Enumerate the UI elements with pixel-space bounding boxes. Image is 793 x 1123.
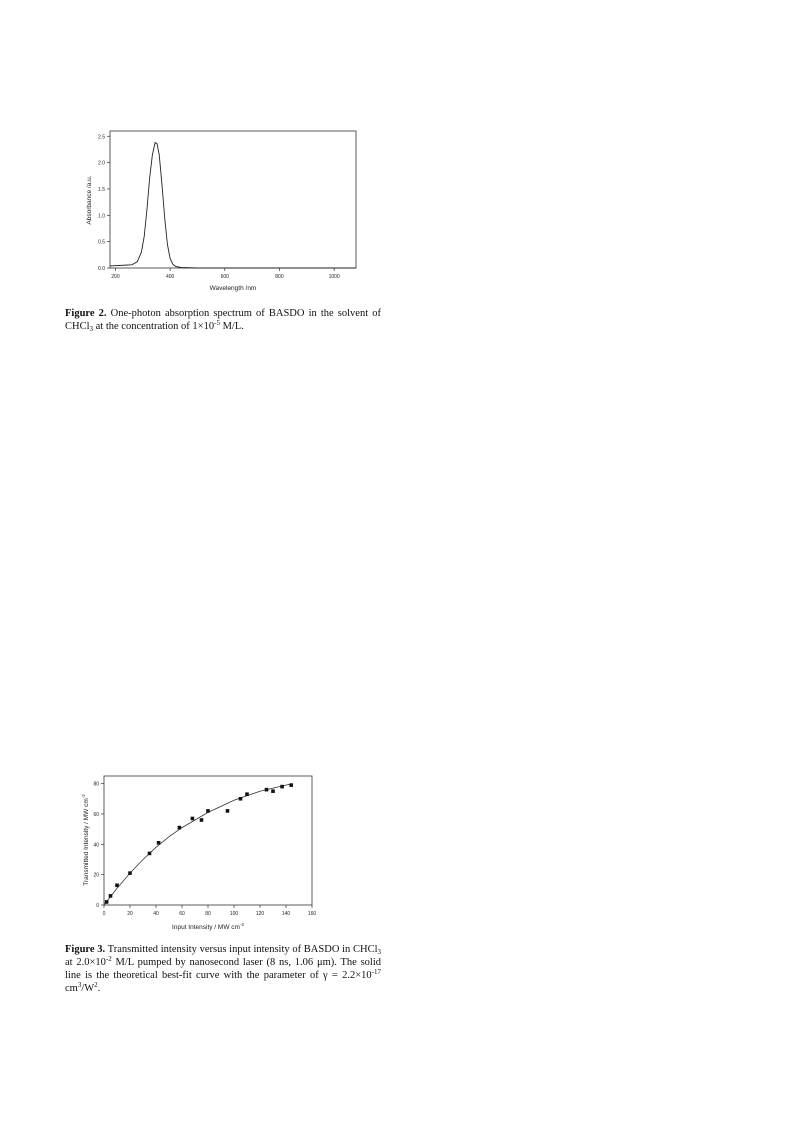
data-point xyxy=(239,797,243,801)
axis-label-text: Transmitted Intensity / MW cm xyxy=(83,798,90,886)
figure-2-chart xyxy=(60,120,390,300)
data-point xyxy=(148,852,152,856)
caption-text: cm xyxy=(65,983,78,994)
data-point xyxy=(280,785,284,789)
y-tick-label: 0.5 xyxy=(98,239,105,246)
x-tick-label: 160 xyxy=(307,911,317,917)
y-tick-label: 80 xyxy=(93,781,99,788)
caption-subscript: 3 xyxy=(89,325,94,333)
data-point xyxy=(115,883,119,887)
caption-superscript: 2 xyxy=(94,981,98,989)
y-tick-label: 0 xyxy=(96,903,99,909)
x-axis-ticks xyxy=(111,268,340,280)
data-point xyxy=(178,826,182,830)
data-point xyxy=(289,783,293,787)
x-tick-label: 40 xyxy=(153,911,159,917)
caption-superscript: 3 xyxy=(77,981,82,989)
data-point xyxy=(271,789,275,793)
x-tick-label: 1000 xyxy=(328,274,340,280)
x-axis-label: Wavelength /nm xyxy=(209,285,257,292)
caption-subscript: 3 xyxy=(377,948,381,956)
caption-superscript: -17 xyxy=(371,968,381,976)
data-point xyxy=(128,871,132,875)
caption-text: /W xyxy=(81,983,95,994)
best-fit-line xyxy=(104,784,293,905)
figure-3-chart xyxy=(60,768,390,938)
axis-label-superscript: -2 xyxy=(239,922,244,927)
y-tick-label: 20 xyxy=(93,872,99,879)
data-point xyxy=(157,841,161,845)
x-tick-label: 120 xyxy=(255,911,265,917)
caption-text: One-photon absorption spectrum of BASDO in the solvent of CHCl xyxy=(65,308,381,332)
data-point xyxy=(105,900,109,904)
data-point xyxy=(191,817,195,821)
x-tick-label: 800 xyxy=(275,274,284,280)
data-point xyxy=(245,792,249,796)
axis-label-text: Input Intensity / MW cm xyxy=(172,924,240,931)
x-tick-label: 140 xyxy=(281,911,291,917)
y-tick-label: 1.0 xyxy=(98,213,105,220)
y-tick-label: 40 xyxy=(93,842,99,849)
caption-superscript: -5 xyxy=(214,319,220,327)
plot-frame xyxy=(110,131,356,268)
x-tick-label: 20 xyxy=(127,911,133,917)
data-point xyxy=(226,809,230,813)
caption-text: at the concentration of 1×10 xyxy=(93,321,215,332)
y-axis-label: Absorbance /a.u. xyxy=(86,175,93,225)
caption-text: . xyxy=(97,983,101,994)
axis-label-superscript: -2 xyxy=(81,794,86,799)
data-point xyxy=(265,788,269,792)
y-tick-label: 1.5 xyxy=(98,186,105,193)
data-points xyxy=(105,783,293,903)
y-axis-ticks xyxy=(98,134,110,272)
data-point xyxy=(206,809,210,813)
x-tick-label: 80 xyxy=(205,911,211,917)
x-tick-label: 100 xyxy=(229,911,239,917)
figure-3-label: Figure 3. xyxy=(65,944,106,955)
x-tick-label: 600 xyxy=(220,274,229,280)
caption-superscript: -2 xyxy=(105,955,112,963)
y-tick-label: 2.0 xyxy=(98,160,105,167)
figure-2-caption xyxy=(65,307,381,333)
caption-text: M/L. xyxy=(219,321,244,332)
x-axis-label xyxy=(172,922,244,931)
plot-frame xyxy=(104,776,312,905)
figure-3-caption xyxy=(65,943,381,995)
caption-text: at 2.0×10 xyxy=(65,957,106,968)
x-tick-label: 200 xyxy=(111,274,120,280)
x-axis-ticks xyxy=(103,905,317,917)
figure-2-label: Figure 2. xyxy=(65,308,107,319)
y-tick-label: 2.5 xyxy=(98,134,105,141)
y-tick-label: 0.0 xyxy=(98,266,105,272)
y-tick-label: 60 xyxy=(93,811,99,818)
x-tick-label: 60 xyxy=(179,911,185,917)
y-axis-ticks xyxy=(93,782,104,909)
y-axis-label xyxy=(81,794,90,886)
x-tick-label: 0 xyxy=(102,911,106,917)
x-tick-label: 400 xyxy=(165,274,175,280)
caption-text: M/L pumped by nanosecond laser (8 ns, 1.06 μm). The solid line is the theoretical best-fit curve with the parameter of γ = 2.2×10 xyxy=(65,957,381,981)
data-point xyxy=(109,894,113,898)
caption-text: Transmitted intensity versus input intensity of BASDO in CHCl xyxy=(107,944,378,955)
data-point xyxy=(200,818,204,822)
series-line-absorption xyxy=(110,143,356,268)
